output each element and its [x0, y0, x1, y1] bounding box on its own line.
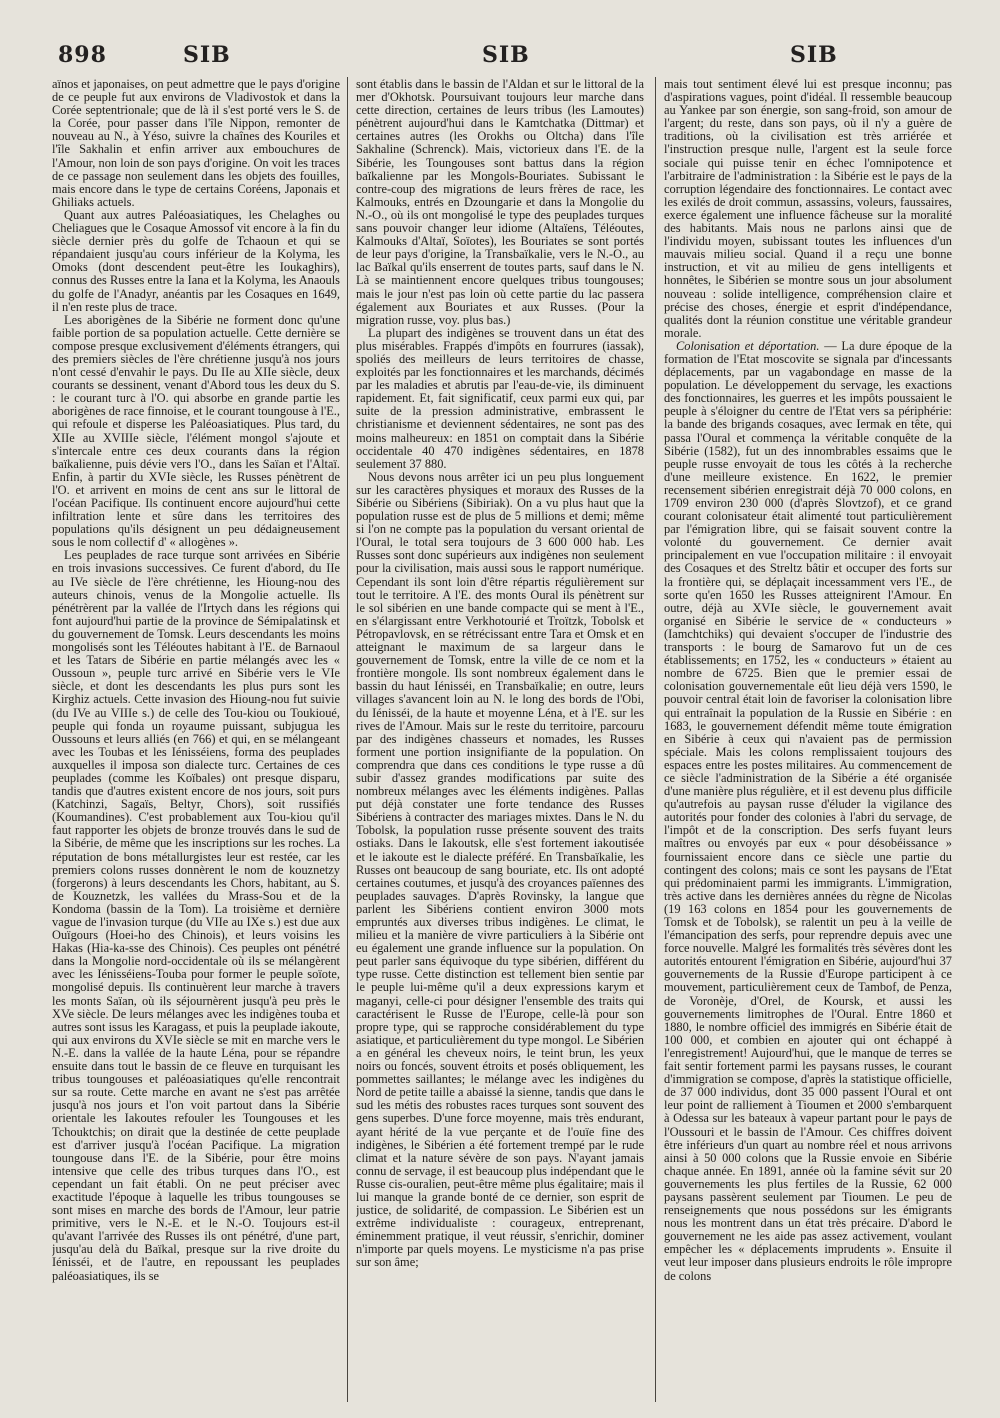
text-column-3	[664, 78, 952, 1408]
running-head-left: SIB	[183, 42, 231, 68]
section-heading: Colonisation et déportation.	[676, 338, 820, 353]
page-number: 898	[58, 42, 107, 68]
section-paragraph: Colonisation et déportation. — La dure époque de la formation de l'Etat moscovite se signala par d'incessants déplacements, par un vagabondage en masse de la population. Le développement du servage, les exactions des fonctionnaires, les guerres et les impôts poussaient le peuple à s'éloigner du centre de l'Etat vers sa périphérie: la bande des brigands cosaques, avec Iermak en tête, qui passa l'Oural et commença la véritable conquête de la Sibérie (1582), fut un des innombrables essaims que le peuple russe envoyait de tous les côtés à la recherche d'une meilleure existence. En 1622, le premier recensement sibérien enregistrait déjà 70 000 colons, en 1709 environ 230 000 (d'après Slovtzof), et ce grand courant colonisateur était alimenté tout particulièrement par l'émigration libre, qui se faisait souvent contre la volonté du gouvernement. Ce dernier avait principalement en vue l'occupation militaire : il envoyait des Cosaques et des Streltz bâtir et occuper des forts sur la frontière qui, se déplaçait incessamment vers l'E., de sorte qu'en 1650 les Russes atteignirent l'Amour. En outre, déjà au XVIe siècle, le gouvernement avait organisé en Sibérie le service de « conducteurs » (Iamchtchiks) qui devaient s'occuper de l'industrie des transports : le bourg de Samarovo fut un de ces établissements; en 1752, les « conducteurs » étaient au nombre de 6725. Bien que le premier essai de colonisation gouvernementale eût lieu déjà vers 1590, le pouvoir central était loin de favoriser la colonisation libre qui entraînait la population de la Russie en Sibérie : en 1683, le gouvernement défendit même toute émigration en Sibérie à ceux qui n'avaient pas de permission spéciale. Mais les colons remplissaient toujours des espaces entre les postes militaires. Au commencement de ce siècle l'administration de la Sibérie a été organisée d'une manière plus régulière, et il est devenu plus difficile qu'autrefois au paysan russe d'éluder la vigilance des autorités pour fonder des colonies à l'abri du servage, de l'impôt et de la conscription. Des serfs fuyant leurs maîtres ou envoyés par eux « pour désobéissance » fournissaient encore dans ce siècle une partie du contingent des colons; mais ce sont les paysans de l'Etat qui prédominaient parmi les immigrants. L'immigration, très active dans les dernières années du règne de Nicolas (19 163 colons en 1854 pour les gouvernements de Tomsk et de Tobolsk), se ralentit un peu à la veille de l'émancipation des serfs, pour reprendre depuis avec une force nouvelle. Malgré les formalités très sévères dont les autorités entourent l'émigration en Sibérie, aujourd'hui 37 gouvernements de la Russie d'Europe participent à ce mouvement, particulièrement ceux de Tambof, de Penza, de Voronèje, d'Orel, de Koursk, et aussi les gouvernements limitrophes de l'Oural. Entre 1860 et 1880, le nombre officiel des immigrés en Sibérie était de 100 000, et combien en ajouter qui ont échappé à l'enregistrement! Aujourd'hui, que le manque de terres se fait sentir fortement parmi les paysans russes, le courant d'immigration se compose, d'après la statistique officielle, de 37 000 individus, dont 35 000 passent l'Oural et ont leur point de ralliement à Tioumen et 2000 s'embarquent à Odessa sur les bateaux à vapeur partant pour le pays de l'Oussouri et le bassin de l'Amour. Ces chiffres doivent être inférieurs d'un quart au nombre réel et nous arrivons ainsi à 50 000 colons que la Russie envoie en Sibérie chaque année. En 1891, année où la famine sévit sur 20 gouvernements les plus fertiles de la Russie, 62 000 paysans passèrent seulement par Tioumen. Le peu de renseignements que nous possédons sur les émigrants nous les montrent dans un état très précaire. D'abord le gouvernement ne les aide pas assez activement, voulant empêcher les « déplacements imprudents ». Ensuite il veut leur imposer dans plusieurs endroits le rôle impropre de colons	[664, 338, 952, 1283]
running-head-center: SIB	[482, 42, 530, 68]
text-column-2	[356, 78, 644, 1408]
paragraph: Quant aux autres Paléoasiatiques, les Chelaghes ou Cheliagues que le Cosaque Amossof vit encore à la fin du siècle dernier près du golfe de Tchaoun et qui se répandaient jusqu'au cours inférieur de la Kolyma, les Omoks (dont descendent peut-être les Ioukaghirs), connus des Russes entre la Iana et la Kolyma, les Anaouls du golfe de l'Anadyr, anéantis par les Cosaques en 1649, il n'en reste plus de trace.	[52, 207, 340, 314]
paragraph: sont établis dans le bassin de l'Aldan et sur le littoral de la mer d'Okhotsk. Poursuivant toujours leur marche dans cette direction, certaines de leurs tribus (les Lamoutes) pénètrent aujourd'hui dans le Kamtchatka (Dittmar) et certaines autres (les Orokhs ou Oltcha) dans l'île Sakhaline (Schrenck). Mais, victorieux dans l'E. de la Sibérie, les Toungouses sont battus dans la région baïkalienne par les Mongols-Bouriates. Subissant le contre-coup des migrations de leurs frères de race, les Kalmouks, entrés en Dzoungarie et dans la Mongolie du N.-O., où ils ont mongolisé le type des peuplades turques sans pouvoir changer leur idiome (Altaïens, Téléoutes, Kalmouks d'Altaï, Soïotes), les Bouriates se sont portés de leur pays d'origine, la Transbaïkalie, vers le N.-O., au lac Baïkal qu'ils enserrent de toutes parts, sauf dans le N. Là se maintiennent encore quelques tribus toungouses; mais le jour n'est pas loin où cette partie du lac passera également aux Bouriates et aux Russes. (Pour la migration russe, voy. plus bas.)	[356, 78, 644, 327]
paragraph: La plupart des indigènes se trouvent dans un état des plus misérables. Frappés d'impôts en fourrures (iassak), spoliés des meilleurs de leurs territoires de chasse, exploités par les fonctionnaires et les marchands, décimés par les maladies et abrutis par l'eau-de-vie, ils diminuent rapidement. Et, fait significatif, ceux parmi eux qui, par suite de la pression administrative, embrassent le christianisme et deviennent sédentaires, ne sont pas des moins malheureux: en 1851 on comptait dans la Sibérie occidentale 40 470 indigènes sédentaires, en 1878 seulement 37 880.	[356, 325, 644, 471]
text-column-1	[52, 78, 340, 1408]
running-head-right: SIB	[790, 42, 838, 68]
paragraph: mais tout sentiment élevé lui est presque inconnu; pas d'aspirations vagues, point d'idéal. Il ressemble beaucoup au Yankee par son énergie, son sang-froid, son amour de l'argent; du reste, dans son pays, où il n'y a guère de traditions, où la civilisation est très arriérée et l'instruction presque nulle, l'argent est la seule force sociale qui puisse tenir en échec l'omnipotence et l'arbitraire de l'administration : la Sibérie est le pays de la corruption légendaire des fonctionnaires. Le contact avec les exilés de droit commun, assassins, voleurs, faussaires, exerce également une influence fâcheuse sur la moralité des habitants. Mais nous ne parlons ainsi que de l'individu moyen, subissant toutes les influences d'un mauvais milieu social. Quand il a reçu une bonne instruction, et vit au milieu de gens intelligents et honnêtes, le Sibérien se montre sous un jour absolument nouveau : solide intelligence, compréhension claire et précise des choses, énergie et esprit d'indépendance, qualités dont la réunion constitue une véritable grandeur morale.	[664, 78, 952, 340]
column-rule-2	[655, 77, 656, 1402]
paragraph: Les peuplades de race turque sont arrivées en Sibérie en trois invasions successives. Ce furent d'abord, du IIe au IVe siècle de l'ère chrétienne, les Hioung-nou des auteurs chinois, venus de la Mongolie actuelle. Ils pénétrèrent par la vallée de l'Irtych dans les régions qui font aujourd'hui partie de la province de Sémipalatinsk et du gouvernement de Tomsk. Leurs descendants les moins mongolisés sont les Téléoutes habitant à l'E. de Barnaoul et les Tatars de Sibérie en partie mélangés avec les « Oussoun », peuple turc arrivé en Sibérie vers le VIe siècle, et dont les descendants les plus purs sont les Kirghiz actuels. Cette invasion des Hioung-nou fut suivie (du IVe au VIIIe s.) de celle des Tou-kiou ou Toukioué, peuple qui fonda un royaume puissant, subjugua les Oussouns et leurs alliés (en 766) et qui, en se mélangeant avec les Toubas et les Iénisséiens, forma des peuplades auxquelles il imposa son dialecte turc. Certaines de ces peuplades (comme les Koïbales) ont presque disparu, tandis que d'autres existent encore de nos jours, soit purs (Katchinzi, Sagaïs, Beltyr, Chors), soit russifiés (Koumandines). C'est probablement aux Tou-kiou qu'il faut rapporter les objets de bronze trouvés dans le sud de la Sibérie, de même que les inscriptions sur les roches. La réputation de bons métallurgistes leur est restée, car les premiers colons russes donnèrent le nom de kouznetzy (forgerons) à leurs descendants les Chors, habitant, au S. de Kouznetzk, les vallées du Mrass-Sou et de la Kondoma (bassin de la Tom). La troisième et dernière vague de l'invasion turque (du VIIe au IXe s.) est due aux Ouïgours (Hoei-ho des Chinois), et leurs voisins les Hakas (Hia-ka-sse des Chinois). Ces peuples ont pénétré dans la Mongolie nord-occidentale où ils se mélangèrent avec les Iénisséiens-Touba pour former le peuple soïote, mongolisé depuis. Ils continuèrent leur marche à travers les monts Saïan, où ils séjournèrent jusqu'à peu près le XVe siècle. De leurs mélanges avec les indigènes touba et autres sont issus les Karagass, et puis la peuplade iakoute, qui aux environs du XVIe siècle se mit en marche vers le N.-E. dans la vallée de la haute Léna, pour se répandre ensuite dans tout le bassin de ce fleuve en turquisant les tribus toungouses et paléoasiatiques qu'elle rencontrait sur sa route. Cette marche en avant ne s'est pas arrêtée jusqu'à nos jours et l'on voit partout dans la Sibérie orientale les Iakoutes refouler les Toungouses et les Tchouktchis; on dirait que la destinée de cette peuplade est d'arriver jusqu'à l'océan Pacifique. La migration toungouse dans l'E. de la Sibérie, pour être moins intensive que celle des tribus turques dans l'O., est cependant un fait établi. On ne peut préciser avec exactitude l'époque à laquelle les tribus toungouses se sont mises en marche des bords de l'Amour, leur patrie primitive, vers le N.-E. et le N.-O. Toujours est-il qu'avant l'arrivée des Russes ils ont pénétré, d'une part, jusqu'au delà du Baïkal, presque sur la rive droite du Iénisséi, et de l'autre, en repoussant les peuplades paléoasiatiques, ils se	[52, 548, 340, 1283]
paragraph: Les aborigènes de la Sibérie ne forment donc qu'une faible portion de sa population actuelle. Cette dernière se compose presque exclusivement d'éléments étrangers, qui des premiers siècles de l'ère chrétienne jusqu'à nos jours n'ont cessé d'envahir le pays. Du IIe au XIIe siècle, deux courants se dessinent, venant d'Abord tous les deux du S. : le courant turc à l'O. qui absorbe en grande partie les aborigènes de race finnoise, et le courant toungouse à l'E., qui refoule et disperse les Paléoasiatiques. Plus tard, du XIIe au XVIIIe siècle, l'élément mongol s'ajoute et s'intercale entre ces deux courants dans la région baïkalienne, puis dévie vers l'O., dans les Saïan et l'Altaï. Enfin, à partir du XVIe siècle, les Russes pénètrent de l'O. et arrivent en moins de cent ans sur le littoral de l'océan Pacifique. Ils continuent encore aujourd'hui cette infiltration lente et sûre dans les territoires des populations qu'ils désignent un peu dédaigneusement sous le nom collectif d' « allogènes ».	[52, 312, 340, 550]
column-rule-1	[347, 77, 348, 1402]
paragraph: Nous devons nous arrêter ici un peu plus longuement sur les caractères physiques et moraux des Russes de la Sibérie ou Sibériens (Sibiriak). On a vu plus haut que la population russe est de plus de 5 millions et demi; même si l'on ne compte pas la population du versant oriental de l'Oural, le total sera toujours de 3 600 000 hab. Les Russes sont donc supérieurs aux indigènes non seulement pour la civilisation, mais aussi sous le rapport numérique. Cependant ils sont loin d'être répartis régulièrement sur tout le territoire. A l'E. des monts Oural ils pénètrent sur le sol sibérien en une bande compacte qui se ment à l'E., en s'élargissant entre Verkhotourié et Troïtzk, Tobolsk et Pétropavlovsk, en se rétrécissant entre Tara et Omsk et en atteignant le maximum de sa largeur dans le gouvernement de Tomsk, entre la ville de ce nom et la frontière mongole. Ils sont nombreux également dans le bassin du haut Iénisséi, en Transbaïkalie; en outre, leurs villages s'avancent loin au N. le long des bords de l'Obi, du Iénisséi, de la haute et moyenne Léna, et à l'E. sur les rives de l'Amour. Mais sur le reste du territoire, parcouru par des indigènes chasseurs et nomades, les Russes forment une portion insignifiante de la population. On comprendra que dans ces conditions le type russe a dû subir d'assez grandes modifications par suite des nombreux mélanges avec les éléments indigènes. Pallas put déjà constater une forte tendance des Russes Sibériens à contracter des mariages mixtes. Dans le N. du Tobolsk, la population russe présente souvent des traits ostiaks. Dans le Iakoutsk, elle s'est fortement iakoutisée et le iakoute est le dialecte préféré. En Transbaïkalie, les Russes ont beaucoup de sang bouriate, etc. Ils ont adopté certaines coutumes, et jusqu'à des croyances païennes des peuplades sauvages. D'après Rovinsky, la langue que parlent les Sibériens contient environ 3000 mots empruntés aux diverses tribus indigènes. Le climat, le milieu et la manière de vivre particuliers à la Sibérie ont eu également une grande influence sur la population. On peut parler sans équivoque du type sibérien, différent du type russe. Cette distinction est tellement bien sentie par le peuple lui-même qu'il a deux expressions karym et maganyi, celle-ci pour désigner l'ensemble des traits qui caractérisent le Russe de l'Europe, celle-là pour son propre type, qui se rapproche considérablement du type asiatique, et particulièrement du type mongol. Le Sibérien a en général les cheveux noirs, le teint brun, les yeux noirs ou foncés, souvent étroits et posés obliquement, les pommettes saillantes; le mélange avec les indigènes du Nord de petite taille a abaissé la sienne, tandis que dans le sud les métis des robustes races turques sont souvent des gens superbes. D'une force moyenne, mais très endurant, ayant hérité de la vue perçante et de l'ouïe fine des indigènes, le Sibérien a été fortement trempé par le rude climat et la nature sévère de son pays. N'ayant jamais connu de servage, il est beaucoup plus indépendant que le Russe cis-ouralien, peut-être même plus égalitaire; mais il lui manque la grande bonté de ce dernier, son esprit de justice, de solidarité, de compassion. Le Sibérien est un extrême individualiste : courageux, entreprenant, éminemment pratique, il veut réussir, s'enrichir, dominer n'importe par quels moyens. Le mysticisme n'a pas prise sur son âme;	[356, 469, 644, 1270]
paragraph: aïnos et japonaises, on peut admettre que le pays d'origine de ce peuple fut aux environs de Vladivostok et dans la Corée septentrionale; que de là il s'est porté vers le S. de la Corée, pour passer dans l'île Nippon, remonter de nouveau au N., à Yéso, suivre la chaînes des Kouriles et l'île Sakhalin et enfin arriver aux embouchures de l'Amour, non loin de son pays d'origine. On voit les traces de ce passage non seulement dans les objets des fouilles, mais encore dans le type de certains Coréens, Japonais et Ghiliaks actuels.	[52, 78, 340, 209]
